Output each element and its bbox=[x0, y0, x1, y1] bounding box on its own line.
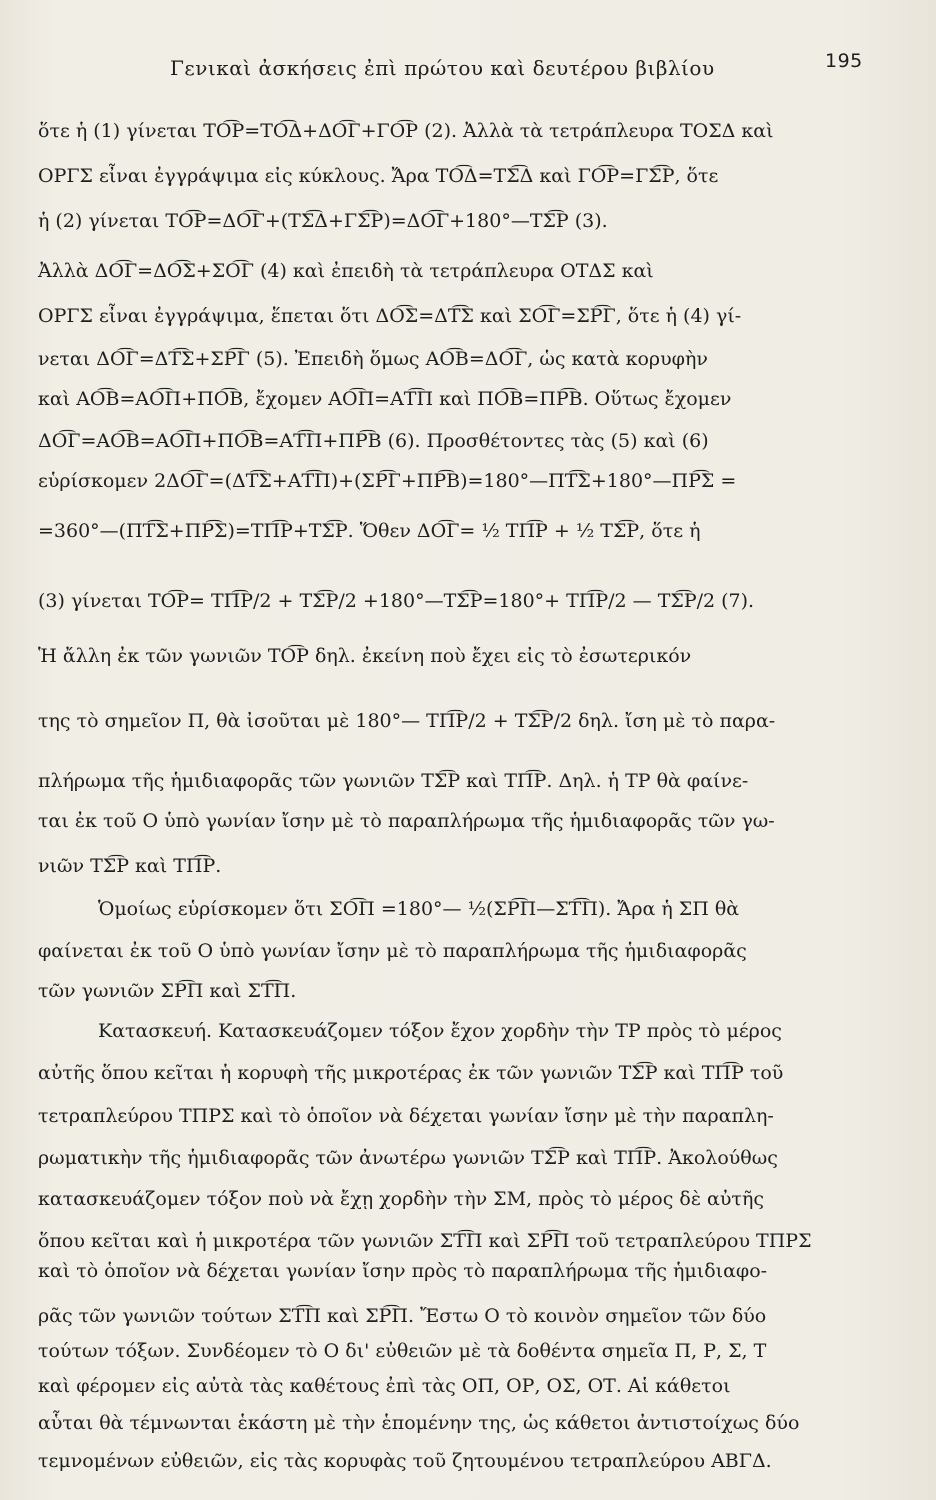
text-line: νιῶν ΤΣ͡Ρ καὶ ΤΠ͡Ρ. bbox=[38, 855, 222, 877]
text-line: πλήρωμα τῆς ἡμιδιαφορᾶς τῶν γωνιῶν ΤΣ͡Ρ καὶ ΤΠ͡Ρ. Δηλ. ἡ ΤΡ θὰ φαίνε- bbox=[38, 770, 749, 792]
text-line: της τὸ σημεῖον Π, θὰ ἰσοῦται μὲ 180°— ΤΠ͡Ρ/2 + ΤΣ͡Ρ/2 δηλ. ἴση μὲ τὸ παρα- bbox=[38, 710, 776, 732]
text-line: Ἀλλὰ ΔΟ͡Γ=ΔΟ͡Σ+ΣΟ͡Γ (4) καὶ ἐπειδὴ τὰ τετράπλευρα ΟΤΔΣ καὶ bbox=[38, 260, 654, 282]
text-line: τῶν γωνιῶν ΣΡ͡Π καὶ ΣΤ͡Π. bbox=[38, 980, 297, 1002]
text-line: =360°—(ΠΤ͡Σ+ΠΡ͡Σ)=ΤΠ͡Ρ+ΤΣ͡Ρ. Ὅθεν ΔΟ͡Γ= ½ ΤΠ͡Ρ + ½ ΤΣ͡Ρ, ὅτε ἡ bbox=[38, 520, 701, 542]
text-line: αὐτῆς ὅπου κεῖται ἡ κορυφὴ τῆς μικροτέρας ἐκ τῶν γωνιῶν ΤΣ͡Ρ καὶ ΤΠ͡Ρ τοῦ bbox=[38, 1062, 784, 1084]
text-line: καὶ φέρομεν εἰς αὐτὰ τὰς καθέτους ἐπὶ τὰς ΟΠ, ΟΡ, ΟΣ, ΟΤ. Αἱ κάθετοι bbox=[38, 1375, 731, 1397]
text-line: τούτων τόξων. Συνδέομεν τὸ Ο δι' εὐθειῶν μὲ τὰ δοθέντα σημεῖα Π, Ρ, Σ, Τ bbox=[38, 1340, 767, 1362]
text-line: καὶ τὸ ὁποῖον νὰ δέχεται γωνίαν ἴσην πρὸς τὸ παραπλήρωμα τῆς ἡμιδιαφο- bbox=[38, 1260, 768, 1282]
text-line: εὑρίσκομεν 2ΔΟ͡Γ=(ΔΤ͡Σ+ΑΤ͡Π)+(ΣΡ͡Γ+ΠΡ͡Β)=180°—ΠΤ͡Σ+180°—ΠΡ͡Σ = bbox=[38, 470, 737, 492]
text-line: τεμνομένων εὐθειῶν, εἰς τὰς κορυφὰς τοῦ ζητουμένου τετραπλεύρου ΑΒΓΔ. bbox=[38, 1450, 772, 1472]
text-line: ται ἐκ τοῦ Ο ὑπὸ γωνίαν ἴσην μὲ τὸ παραπλήρωμα τῆς ἡμιδιαφορᾶς τῶν γω- bbox=[38, 810, 775, 832]
text-line: ἡ (2) γίνεται ΤΟ͡Ρ=ΔΟ͡Γ+(ΤΣ͡Δ+ΓΣ͡Ρ)=ΔΟ͡Γ+180°—ΤΣ͡Ρ (3). bbox=[38, 210, 608, 232]
text-line: φαίνεται ἐκ τοῦ Ο ὑπὸ γωνίαν ἴσην μὲ τὸ παραπλήρωμα τῆς ἡμιδιαφορᾶς bbox=[38, 940, 747, 962]
text-line: ΔΟ͡Γ=ΑΟ͡Β=ΑΟ͡Π+ΠΟ͡Β=ΑΤ͡Π+ΠΡ͡Β (6). Προσθέτοντες τὰς (5) καὶ (6) bbox=[38, 430, 709, 452]
page-number: 195 bbox=[825, 50, 863, 72]
construction-line: Κατασκευή. Κατασκευάζομεν τόξον ἔχον χορδὴν τὴν ΤΡ πρὸς τὸ μέρος bbox=[98, 1020, 782, 1042]
text-line: (3) γίνεται ΤΟ͡Ρ= ΤΠ͡Ρ/2 + ΤΣ͡Ρ/2 +180°—ΤΣ͡Ρ=180°+ ΤΠ͡Ρ/2 — ΤΣ͡Ρ/2 (7). bbox=[38, 590, 755, 612]
text-line: ΟΡΓΣ εἶναι ἐγγράψιμα, ἕπεται ὅτι ΔΟ͡Σ=ΔΤ͡Σ καὶ ΣΟ͡Γ=ΣΡ͡Γ, ὅτε ἡ (4) γί- bbox=[38, 305, 742, 327]
text-line: Ἡ ἄλλη ἐκ τῶν γωνιῶν ΤΟ͡Ρ δηλ. ἐκείνη ποὺ ἔχει εἰς τὸ ἐσωτερικόν bbox=[38, 645, 692, 667]
text-line: αὗται θὰ τέμνωνται ἑκάστη μὲ τὴν ἑπομένην της, ὡς κάθετοι ἀντιστοίχως δύο bbox=[38, 1412, 800, 1434]
text-line: ρωματικὴν τῆς ἡμιδιαφορᾶς τῶν ἀνωτέρω γωνιῶν ΤΣ͡Ρ καὶ ΤΠ͡Ρ. Ἀκολούθως bbox=[38, 1147, 778, 1169]
text-line: ΟΡΓΣ εἶναι ἐγγράψιμα εἰς κύκλους. Ἄρα ΤΟ͡Δ=ΤΣ͡Δ καὶ ΓΟ͡Ρ=ΓΣ͡Ρ, ὅτε bbox=[38, 165, 719, 187]
text-line: ρᾶς τῶν γωνιῶν τούτων ΣΤ͡Π καὶ ΣΡ͡Π. Ἔστω Ο τὸ κοινὸν σημεῖον τῶν δύο bbox=[38, 1305, 767, 1327]
text-line: κατασκευάζομεν τόξον ποὺ νὰ ἔχῃ χορδὴν τὴν ΣΜ, πρὸς τὸ μέρος δὲ αὐτῆς bbox=[38, 1188, 764, 1210]
text-line: ὅτε ἡ (1) γίνεται ΤΟ͡Ρ=ΤΟ͡Δ+ΔΟ͡Γ+ΓΟ͡Ρ (2). Ἀλλὰ τὰ τετράπλευρα ΤΟΣΔ καὶ bbox=[38, 120, 774, 142]
text-line: νεται ΔΟ͡Γ=ΔΤ͡Σ+ΣΡ͡Γ (5). Ἐπειδὴ ὅμως ΑΟ͡Β=ΔΟ͡Γ, ὡς κατὰ κορυφὴν bbox=[38, 348, 708, 370]
text-line: τετραπλεύρου ΤΠΡΣ καὶ τὸ ὁποῖον νὰ δέχεται γωνίαν ἴσην μὲ τὴν παραπλη- bbox=[38, 1105, 774, 1127]
text-line: Ὁμοίως εὑρίσκομεν ὅτι ΣΟ͡Π =180°— ½(ΣΡ͡Π—ΣΤ͡Π). Ἄρα ἡ ΣΠ θὰ bbox=[98, 898, 740, 920]
text-line: καὶ ΑΟ͡Β=ΑΟ͡Π+ΠΟ͡Β, ἔχομεν ΑΟ͡Π=ΑΤ͡Π καὶ ΠΟ͡Β=ΠΡ͡Β. Οὕτως ἔχομεν bbox=[38, 388, 732, 410]
text-line: ὅπου κεῖται καὶ ἡ μικροτέρα τῶν γωνιῶν ΣΤ͡Π καὶ ΣΡ͡Π τοῦ τετραπλεύρου ΤΠΡΣ bbox=[38, 1230, 812, 1252]
running-title: Γενικαὶ ἀσκήσεις ἐπὶ πρώτου καὶ δευτέρου βιβλίου bbox=[170, 56, 715, 80]
